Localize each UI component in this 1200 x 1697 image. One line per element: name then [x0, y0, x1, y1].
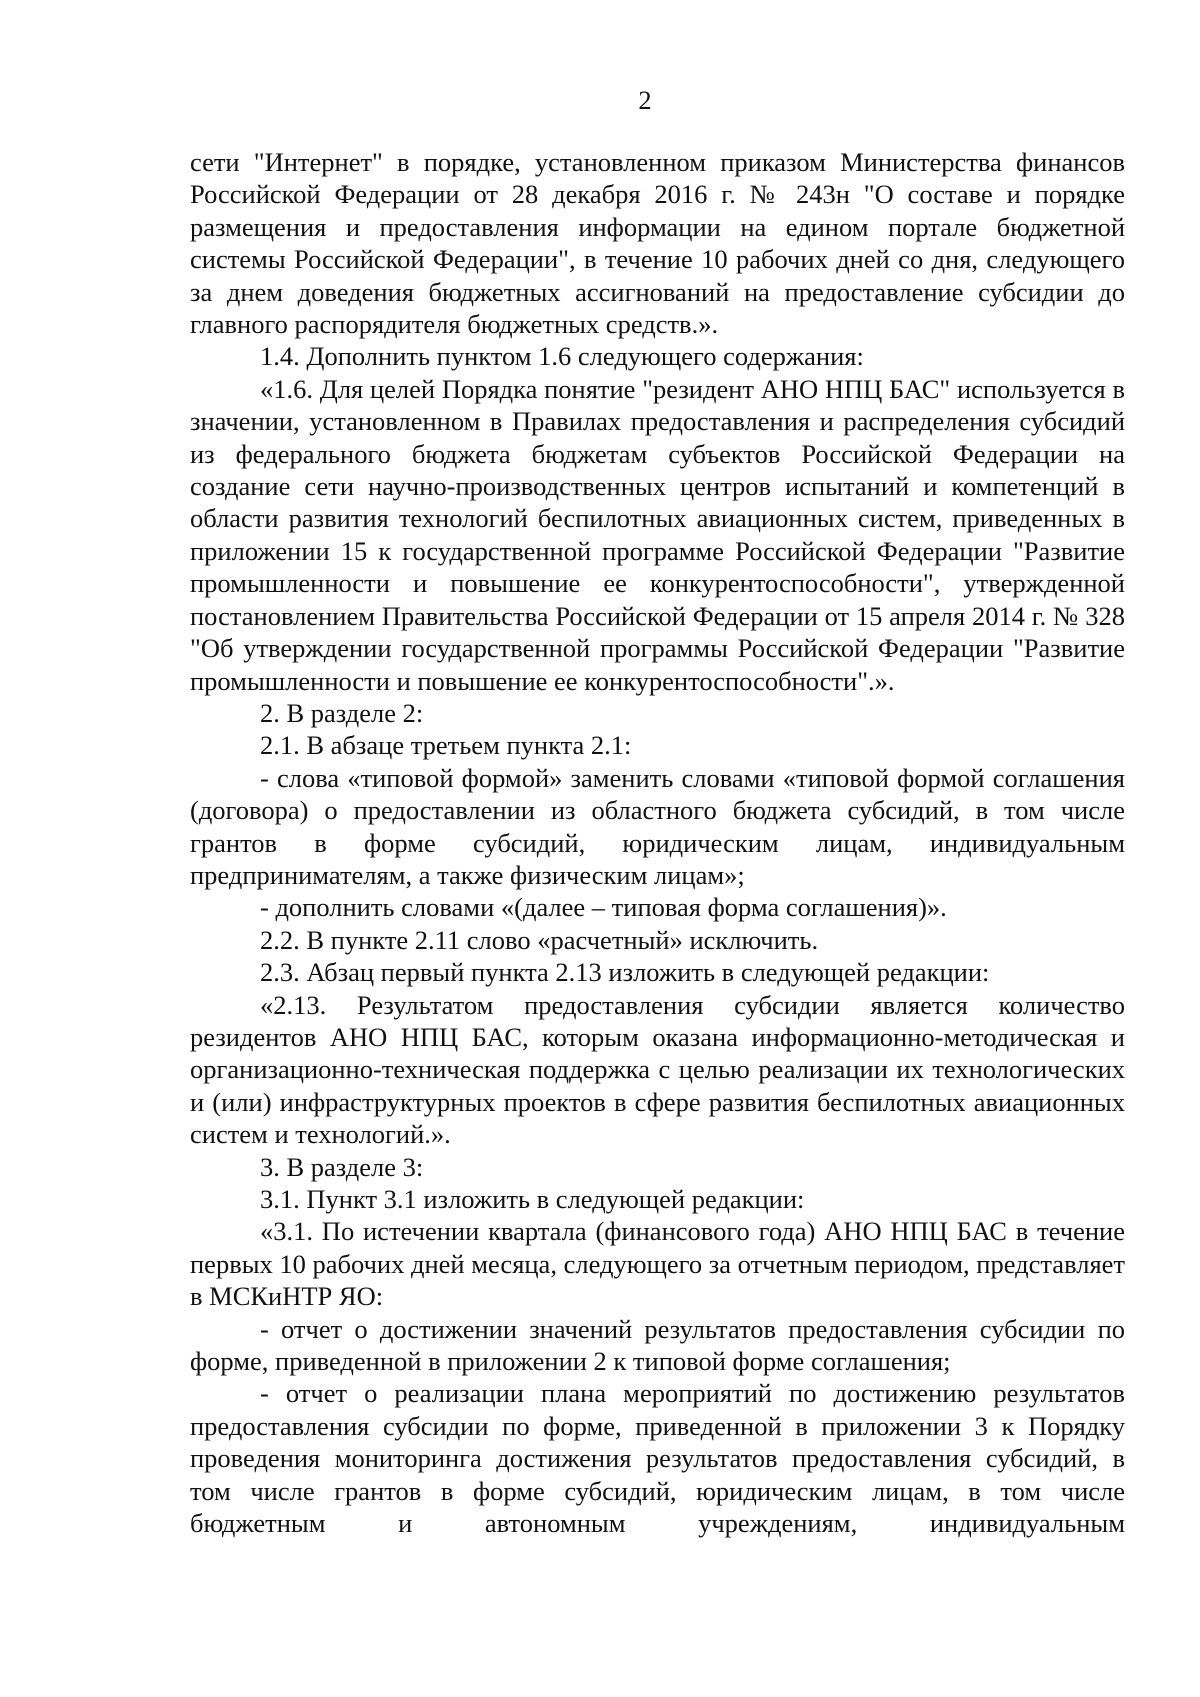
paragraph: «2.13. Результатом предоставления субсидии является количество резидентов АНО НПЦ БАС, которым оказана информационно-методическая и организационно-техническая поддержка с целью реализации их технологических и (или) инфраструктурных проектов в сфере развития беспилотных авиационных систем и технологий.». [190, 989, 1125, 1150]
paragraph: 3.1. Пункт 3.1 изложить в следующей редакции: [260, 1184, 805, 1214]
paragraph: «1.6. Для целей Порядка понятие "резидент АНО НПЦ БАС" используется в значении, установленном в Правилах предоставления и распределения субсидий из федерального бюджета бюджетам субъектов Российской Федерации на создание сети научно-производственных центров испытаний и компетенций в области развития технологий беспилотных авиационных систем, приведенных в приложении 15 к государственной программе Российской Федерации "Развитие промышленности и повышение ее конкурентоспособности", утвержденной постановлением Правительства Российской Федерации от 15 апреля 2014 г. № 328 "Об утверждении государственной программы Российской Федерации "Развитие промышленности и повышение ее конкурентоспособности".». [190, 373, 1125, 696]
paragraph: 3. В разделе 3: [260, 1151, 424, 1182]
paragraph: 2.2. В пункте 2.11 слово «расчетный» исключить. [260, 924, 819, 955]
paragraph: - отчет о реализации плана мероприятий по достижению результатов предоставления субсидии по форме, приведенной в приложении 3 к Порядку проведения мониторинга достижения результатов предоставления субсидий, в том числе грантов в форме субсидий, юридическим лицам, в том числе бюджетным и автономным учреждениям, индивидуальным [190, 1378, 1125, 1539]
paragraph: 2.3. Абзац первый пункта 2.13 изложить в следующей редакции: [260, 957, 990, 988]
paragraph: - дополнить словами «(далее – типовая форма соглашения)». [260, 892, 947, 923]
paragraph: - отчет о достижении значений результатов предоставления субсидии по форме, приведенной в приложении 2 к типовой форме соглашения; [190, 1313, 1125, 1377]
paragraph: 2.1. В абзаце третьем пункта 2.1: [260, 730, 632, 761]
paragraph: сети "Интернет" в порядке, установленном приказом Министерства финансов Российской Федерации от 28 декабря 2016 г. № 243н "О составе и порядке размещения и предоставления информации на едином портале бюджетной системы Российской Федерации", в течение 10 рабочих дней со дня, следующего за днем доведения бюджетных ассигнований на предоставление субсидии до главного распорядителя бюджетных средств.». [190, 147, 1125, 340]
page-number: 2 [638, 85, 652, 115]
paragraph: 2. В разделе 2: [260, 697, 424, 728]
paragraph: «3.1. По истечении квартала (финансового года) АНО НПЦ БАС в течение первых 10 рабочих дней месяца, следующего за отчетным периодом, представляет в МСКиНТР ЯО: [190, 1216, 1125, 1312]
document-body [190, 146, 1125, 1539]
paragraph: 1.4. Дополнить пунктом 1.6 следующего содержания: [260, 341, 864, 372]
paragraph: - слова «типовой формой» заменить словами «типовой формой соглашения (договора) о предоставлении из областного бюджета субсидий, в том числе грантов в форме субсидий, юридическим лицам, индивидуальным предпринимателям, а также физическим лицам»; [190, 762, 1125, 890]
